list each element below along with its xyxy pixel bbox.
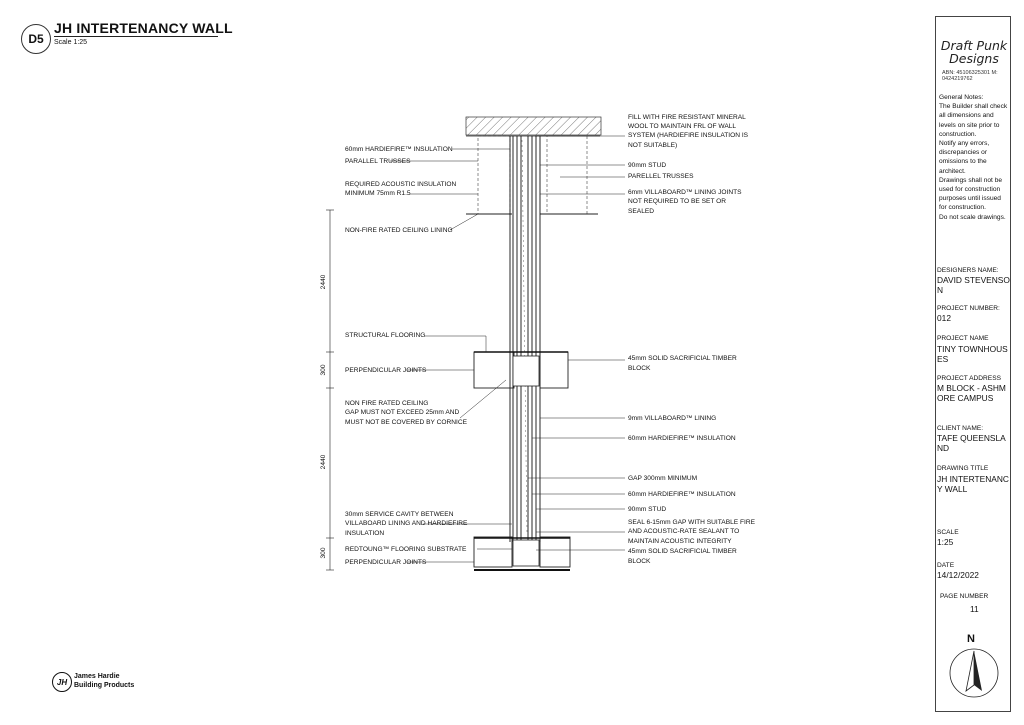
project-name-value: TINY TOWNHOUSES (937, 344, 1008, 364)
page-number-label: PAGE NUMBER (940, 593, 989, 600)
label-acoustic-insulation: REQUIRED ACOUSTIC INSULATION (345, 181, 457, 188)
note-line: construction. (939, 130, 977, 138)
timber-block-bottom (513, 540, 539, 566)
label-timber-block-bottom-1: 45mm SOLID SACRIFICIAL TIMBER (628, 548, 737, 555)
label-structural-flooring: STRUCTURAL FLOORING (345, 332, 426, 339)
label-villaboard-joints-1: 6mm VILLABOARD™ LINING JOINTS (628, 189, 742, 196)
label-parallel-trusses: PARALLEL TRUSSES (345, 158, 411, 165)
label-service-cavity-3: INSULATION (345, 530, 385, 537)
insulation-hatch (522, 140, 527, 535)
label-perpendicular-joints-bottom: PERPENDICULAR JOINTS (345, 559, 427, 566)
client-value: TAFE QUEENSLAND (937, 433, 1006, 453)
title-block (935, 16, 1011, 712)
label-nonfire-ceiling-2: GAP MUST NOT EXCEED 25mm AND (345, 409, 460, 416)
dim-2440-bottom: 2440 (320, 454, 327, 470)
label-ceiling-lining: NON-FIRE RATED CEILING LINING (345, 227, 453, 234)
upper-truss-left (478, 136, 510, 214)
dim-2440-top: 2440 (320, 274, 327, 290)
james-hardie-logo: JH (52, 672, 72, 692)
project-name-label: PROJECT NAME (937, 335, 989, 342)
label-redtoung: REDTOUNG™ FLOORING SUBSTRATE (345, 546, 467, 553)
page-number-value: 11 (970, 604, 979, 614)
dimension-line (326, 210, 334, 570)
label-service-cavity-2: VILLABOARD LINING AND HARDIEFIRE (345, 520, 468, 527)
label-villaboard-joints-3: SEALED (628, 208, 655, 215)
abn-text: ABN: 45106325301 M: 0424219762 (942, 70, 998, 82)
project-address-label: PROJECT ADDRESS (937, 375, 1001, 382)
dim-300-bottom: 300 (320, 547, 327, 559)
drawing-title: JH INTERTENANCY WALL (54, 20, 233, 36)
note-line: architect. (939, 167, 966, 175)
project-number-value: 012 (937, 313, 951, 323)
label-mineral-wool-4: NOT SUITABLE) (628, 142, 678, 149)
brand-line-1: James Hardie (74, 673, 120, 680)
north-label: N (967, 633, 975, 645)
dim-300-mid: 300 (320, 364, 327, 376)
note-line: discrepancies or (939, 149, 988, 157)
drawing-title-value: JH INTERTENANCY WALL (937, 474, 1009, 494)
mid-floor-left-joist (474, 352, 514, 388)
label-seal-gap-1: SEAL 6-15mm GAP WITH SUITABLE FIRE (628, 519, 756, 526)
bottom-floor-right (540, 537, 570, 567)
label-90mm-stud-bottom: 90mm STUD (628, 506, 667, 513)
label-nonfire-ceiling-3: MUST NOT BE COVERED BY CORNICE (345, 419, 468, 426)
mid-floor-right-joist (540, 352, 568, 388)
label-timber-block-mid-2: BLOCK (628, 365, 651, 372)
label-mineral-wool-1: FILL WITH FIRE RESISTANT MINERAL (628, 114, 746, 121)
label-service-cavity-1: 30mm SERVICE CAVITY BETWEEN (345, 511, 454, 518)
left-leaders (390, 149, 512, 562)
brand-line-2: Building Products (74, 681, 135, 689)
brand-line-2: Designs (949, 51, 999, 66)
wall-leaves (510, 136, 540, 542)
label-seal-gap-3: MAINTAIN ACOUSTIC INTEGRITY (628, 538, 732, 545)
label-perpendicular-joints: PERPENDICULAR JOINTS (345, 367, 427, 374)
brand-line-1: Draft Punk (940, 38, 1008, 53)
scale-value: 1:25 (937, 537, 954, 547)
designer-value: DAVID STEVENSON (937, 275, 1010, 295)
detail-badge: D5 (21, 24, 51, 54)
label-hardiefire-60mm-2: 60mm HARDIEFIRE™ INSULATION (628, 491, 736, 498)
note-line: used for construction (939, 186, 1001, 194)
label-gap-300mm: GAP 300mm MINIMUM (628, 475, 698, 482)
label-nonfire-ceiling-1: NON FIRE RATED CEILING (345, 400, 429, 407)
note-line: for construction. (939, 204, 986, 212)
client-label: CLIENT NAME: (937, 425, 984, 432)
note-line: purposes until issued (939, 195, 1001, 203)
north-arrow-icon (948, 647, 1000, 699)
project-address-value: M BLOCK - ASHMORE CAMPUS (937, 383, 1006, 403)
label-timber-block-bottom-2: BLOCK (628, 558, 651, 565)
note-line: Notify any errors, (939, 140, 990, 148)
date-value: 14/12/2022 (937, 570, 979, 580)
james-hardie-brand (74, 673, 134, 690)
label-hardiefire-insulation: 60mm HARDIEFIRE™ INSULATION (345, 146, 453, 153)
note-line: all dimensions and (939, 112, 994, 120)
designer-label: DESIGNERS NAME: (937, 267, 999, 274)
date-label: DATE (937, 562, 955, 569)
notes-heading: General Notes: (939, 94, 984, 101)
project-number-label: PROJECT NUMBER: (937, 305, 1000, 312)
label-parellel-trusses: PARELLEL TRUSSES (628, 173, 694, 180)
label-seal-gap-2: AND ACOUSTIC-RATE SEALANT TO (628, 528, 740, 535)
label-mineral-wool-3: SYSTEM (HARDIEFIRE INSULATION IS (628, 132, 749, 139)
label-timber-block-mid-1: 45mm SOLID SACRIFICIAL TIMBER (628, 355, 737, 362)
label-hardiefire-60mm-1: 60mm HARDIEFIRE™ INSULATION (628, 435, 736, 442)
label-90mm-stud-top: 90mm STUD (628, 162, 667, 169)
note-line: omissions to the (939, 158, 987, 166)
note-line: Do not scale drawings. (939, 213, 1006, 221)
note-line: The Builder shall check (939, 103, 1008, 111)
timber-block-mid (513, 356, 539, 386)
drawing-scale: Scale 1:25 (54, 39, 88, 46)
scale-label: SCALE (937, 529, 959, 536)
label-acoustic-min: MINIMUM 75mm R1.5 (345, 190, 411, 197)
roof-hatch (466, 117, 601, 135)
label-mineral-wool-2: WOOL TO MAINTAIN FRL OF WALL (628, 123, 737, 130)
upper-truss-right (547, 136, 587, 214)
drawing-title-label: DRAWING TITLE (937, 465, 989, 472)
label-9mm-villaboard: 9mm VILLABOARD™ LINING (628, 415, 717, 422)
right-leaders (528, 136, 625, 550)
label-villaboard-joints-2: NOT REQUIRED TO BE SET OR (628, 198, 727, 205)
note-line: levels on site prior to (939, 121, 1000, 129)
bottom-floor-left (474, 537, 512, 567)
note-line: Drawings shall not be (939, 176, 1003, 184)
general-notes (939, 93, 1011, 222)
